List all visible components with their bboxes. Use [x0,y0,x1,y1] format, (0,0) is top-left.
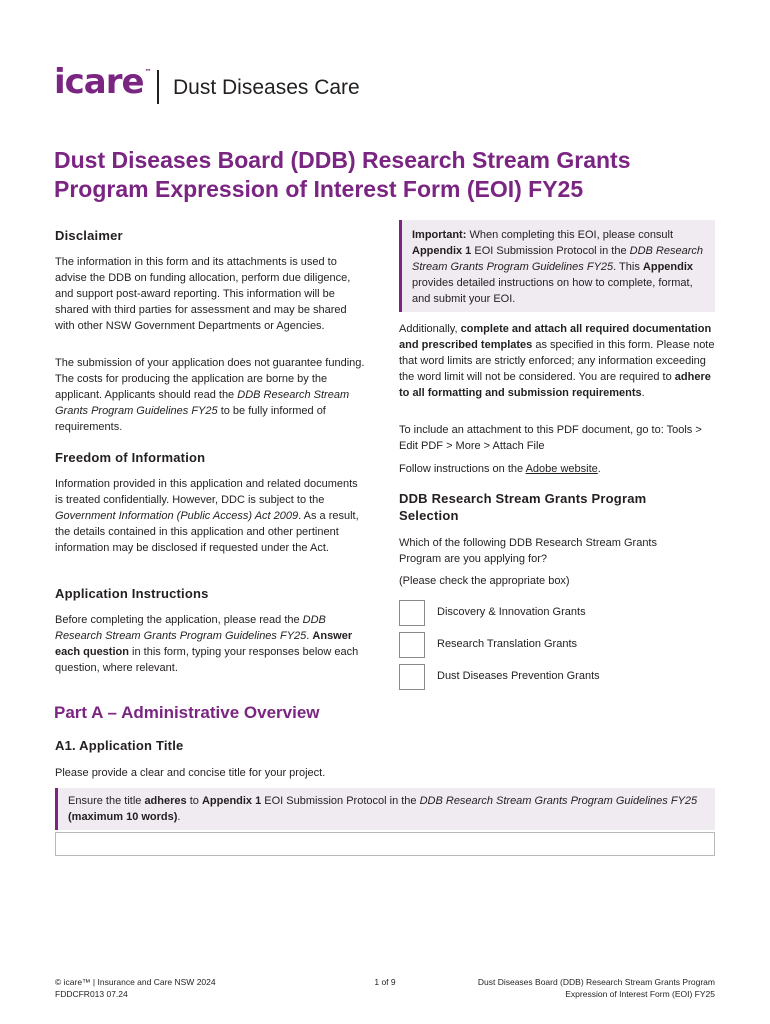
logo-subtitle: Dust Diseases Care [173,76,360,99]
selection-heading: DDB Research Stream Grants Program Selection [399,491,647,523]
page-number: 1 of 9 [374,977,396,987]
prevention-checkbox[interactable] [399,664,425,690]
footer-form-code: FDDCFR013 07.24 [55,989,128,999]
adobe-instructions [399,461,709,477]
emphasis: Appendix 1 [201,795,262,807]
adobe-website-link[interactable]: Adobe website [525,463,598,475]
footer-copyright: © icare™ | Insurance and Care NSW 2024 [55,977,216,987]
logo-text: icare [54,62,144,102]
footer-right [415,976,715,1000]
footer-doc-title-line1: Dust Diseases Board (DDB) Research Stream Grants Program [477,977,715,987]
emphasis: adhere to all formatting and submission requirements [399,371,711,399]
text-span: Follow instructions on the [399,463,526,475]
foi-heading: Freedom of Information [55,450,206,465]
text-span: . [177,811,181,823]
text-span: Ensure the title [68,795,145,807]
text-span: Before completing the application, please read the [55,614,303,626]
foi-paragraph [55,476,360,556]
disclaimer-paragraph-2 [55,355,367,435]
emphasis: adheres [144,795,187,807]
text-span: . As a result, the details contained in this application and other pertinent information may be disclosed if requested under the Act. [55,510,359,554]
instructions-heading: Application Instructions [55,586,209,601]
a1-description: Please provide a clear and concise title for your project. [55,767,326,779]
text-span: in this form, typing your responses below each question, where relevant. [55,646,359,674]
application-title-field[interactable] [55,832,715,856]
guidelines-reference: DDB Research Stream Grants Program Guidelines FY25 [55,389,350,417]
footer-doc-title-line2: Expression of Interest Form (EOI) FY25 [565,989,715,999]
guidelines-reference: DDB Research Stream Grants Program Guidelines FY25 [412,245,704,273]
prevention-label: Dust Diseases Prevention Grants [437,670,600,682]
grant-option-translation [399,632,715,658]
instructions-paragraph [55,612,360,676]
guidelines-reference: DDB Research Stream Grants Program Guidelines FY25 [55,614,326,642]
translation-checkbox[interactable] [399,632,425,658]
document-title [54,146,734,204]
discovery-checkbox[interactable] [399,600,425,626]
disclaimer-heading: Disclaimer [55,228,123,243]
additional-requirements-paragraph [399,321,717,401]
emphasis: (maximum 10 words) [68,811,178,823]
title-requirement-text [68,793,705,825]
text-span: to be fully informed of requirements. [55,405,326,433]
text-span: provides detailed instructions on how to complete, format, and submit your EOI. [412,277,693,305]
text-span: When completing this EOI, please consult [466,229,674,241]
important-callout [399,220,715,312]
act-reference: Government Information (Public Access) Act 2009 [55,510,299,522]
icare-logo [54,62,151,102]
text-span: Information provided in this application and related documents is treated confidentially. However, DDC is subject to the [55,478,358,506]
text-span: The submission of your application does not guarantee funding. The costs for producing the application are borne by the applicant. Applicants should read the [55,357,365,401]
footer-left [55,976,315,1000]
text-span: . [597,463,601,475]
document-title-line1: Dust Diseases Board (DDB) Research Stream Grants [54,147,631,173]
emphasis: complete and attach all required documentation and prescribed templates [399,323,712,351]
callout-text [412,227,705,307]
attach-instructions: To include an attachment to this PDF document, go to: Tools > Edit PDF > More > Attach File [399,424,702,452]
disclaimer-paragraph-1: The information in this form and its attachments is used to advise the DDB on funding allocation, perform due diligence, and support post-award reporting. This information will be shared with third parties for assessment and may be shared with other NSW Government Departments or Agencies. [55,256,351,332]
a1-heading: A1. Application Title [55,738,184,753]
emphasis: Important: [412,229,467,241]
discovery-label: Discovery & Innovation Grants [437,606,586,618]
guidelines-reference: DDB Research Stream Grants Program Guidelines FY25 [419,795,698,807]
text-span: . This [613,261,643,273]
document-title-line2: Program Expression of Interest Form (EOI) FY25 [54,176,584,202]
text-span: EOI Submission Protocol in the [471,245,630,257]
text-span: EOI Submission Protocol in the [261,795,420,807]
grant-option-discovery [399,600,715,626]
logo-divider [157,70,159,104]
grant-option-prevention [399,664,715,690]
text-span: . [306,630,313,642]
emphasis: Appendix [642,261,694,273]
translation-label: Research Translation Grants [437,638,578,650]
text-span: Additionally, [399,323,461,335]
title-requirement-callout [55,788,715,830]
emphasis: Appendix 1 [412,245,472,257]
part-a-heading: Part A – Administrative Overview [54,703,320,722]
text-span: to [186,795,202,807]
text-span: as specified in this form. Please note that word limits are strictly enforced; any information exceeding the word limit will not be considered. You are required to [399,339,715,383]
emphasis: Answer each question [55,630,353,658]
selection-hint: (Please check the appropriate box) [399,575,570,587]
logo-trademark: ™ [144,68,151,76]
text-span: . [641,387,645,399]
selection-question: Which of the following DDB Research Stream Grants Program are you applying for? [399,537,657,565]
